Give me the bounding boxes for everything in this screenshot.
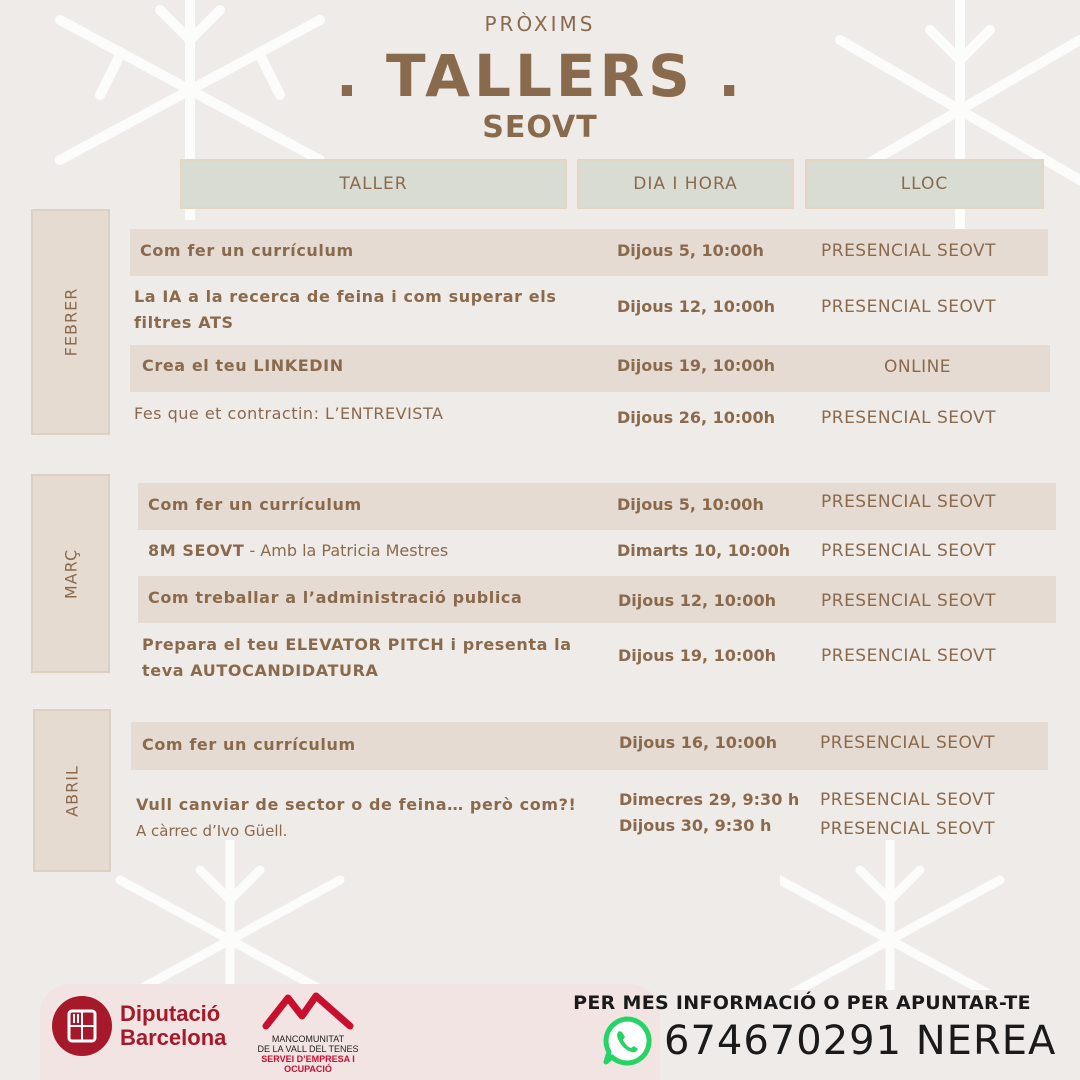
workshop-title: 8M SEOVT xyxy=(148,541,245,560)
workshop-date: Dijous 19, 10:00h xyxy=(618,646,776,665)
column-header-dia-hora: DIA I HORA xyxy=(577,159,794,209)
contact-line[interactable] xyxy=(600,1014,1056,1068)
mancomunitat-line2: DE LA VALL DEL TENES xyxy=(257,1044,359,1054)
workshop-speaker: - Amb la Patricia Mestres xyxy=(244,541,449,560)
workshop-date: Dijous 16, 10:00h xyxy=(619,733,777,752)
mancomunitat-line4: OCUPACIÓ xyxy=(284,1064,332,1074)
workshop-name: Crea el teu LINKEDIN xyxy=(142,356,344,375)
diputacio-line2: Barcelona xyxy=(120,1025,227,1050)
mancomunitat-line3: SERVEI D’EMPRESA I xyxy=(261,1054,355,1064)
workshop-date: Dijous 5, 10:00h xyxy=(617,495,764,514)
contact-phone[interactable]: 674670291 NEREA xyxy=(664,1018,1057,1064)
workshop-place-second: PRESENCIAL SEOVT xyxy=(820,819,996,839)
workshop-place: PRESENCIAL SEOVT xyxy=(821,241,997,261)
workshop-name xyxy=(148,538,448,564)
workshop-place: PRESENCIAL SEOVT xyxy=(821,591,997,611)
workshop-place: PRESENCIAL SEOVT xyxy=(821,646,997,666)
workshop-date: Dimecres 29, 9:30 h xyxy=(619,790,800,809)
mancomunitat-mark-icon xyxy=(258,990,358,1030)
workshop-name: La IA a la recerca de feina i com superar els xyxy=(134,287,557,306)
page-title: . TALLERS . xyxy=(335,42,745,110)
workshop-name: Com fer un currículum xyxy=(148,495,362,514)
workshop-name: Com treballar a l’administració publica xyxy=(148,588,523,607)
workshop-place: PRESENCIAL SEOVT xyxy=(821,492,997,512)
snowflake-decoration-bottom-left xyxy=(100,840,360,1000)
diputacio-line1: Diputació xyxy=(120,1001,221,1026)
header-subtitle: PRÒXIMS xyxy=(484,12,596,36)
workshop-name-line2: teva AUTOCANDIDATURA xyxy=(142,661,379,680)
workshop-place: PRESENCIAL SEOVT xyxy=(821,408,997,428)
column-header-lloc: LLOC xyxy=(805,159,1044,209)
workshop-date: Dijous 12, 10:00h xyxy=(618,591,776,610)
snowflake-decoration-bottom-right xyxy=(780,840,1080,990)
workshop-name: Com fer un currículum xyxy=(140,241,354,260)
workshop-date: Dijous 26, 10:00h xyxy=(617,408,775,427)
workshop-speaker: A càrrec d’Ivo Güell. xyxy=(136,822,288,840)
workshop-place: PRESENCIAL SEOVT xyxy=(821,297,997,317)
workshop-date: Dijous 5, 10:00h xyxy=(617,241,764,260)
workshop-place: PRESENCIAL SEOVT xyxy=(820,790,996,810)
mancomunitat-line1: MANCOMUNITAT xyxy=(271,1034,345,1044)
workshop-name: Vull canviar de sector o de feina… però com?! xyxy=(136,795,577,814)
contact-title: PER MES INFORMACIÓ O PER APUNTAR-TE xyxy=(573,992,1031,1014)
header-org: SEOVT xyxy=(482,110,598,145)
workshop-name: Com fer un currículum xyxy=(142,735,356,754)
workshop-date: Dijous 12, 10:00h xyxy=(617,297,775,316)
mancomunitat-logo xyxy=(252,990,364,1074)
column-header-taller: TALLER xyxy=(180,159,567,209)
workshop-place: PRESENCIAL SEOVT xyxy=(820,733,996,753)
workshop-name: Prepara el teu ELEVATOR PITCH i presenta la xyxy=(142,635,572,654)
workshop-place: ONLINE xyxy=(884,357,952,377)
diputacio-seal-icon xyxy=(52,996,112,1056)
month-label-marc: MARÇ xyxy=(31,474,110,673)
whatsapp-icon[interactable] xyxy=(600,1014,654,1068)
workshop-name-line2: filtres ATS xyxy=(134,313,234,332)
workshop-date-second: Dijous 30, 9:30 h xyxy=(619,816,772,835)
workshop-date: Dimarts 10, 10:00h xyxy=(617,541,791,560)
month-label-abril: ABRIL xyxy=(33,709,111,872)
workshop-date: Dijous 19, 10:00h xyxy=(617,356,775,375)
month-label-febrer: FEBRER xyxy=(31,209,110,435)
diputacio-barcelona-logo xyxy=(52,996,226,1056)
workshop-place: PRESENCIAL SEOVT xyxy=(821,541,997,561)
workshop-name: Fes que et contractin: L’ENTREVISTA xyxy=(134,404,444,423)
